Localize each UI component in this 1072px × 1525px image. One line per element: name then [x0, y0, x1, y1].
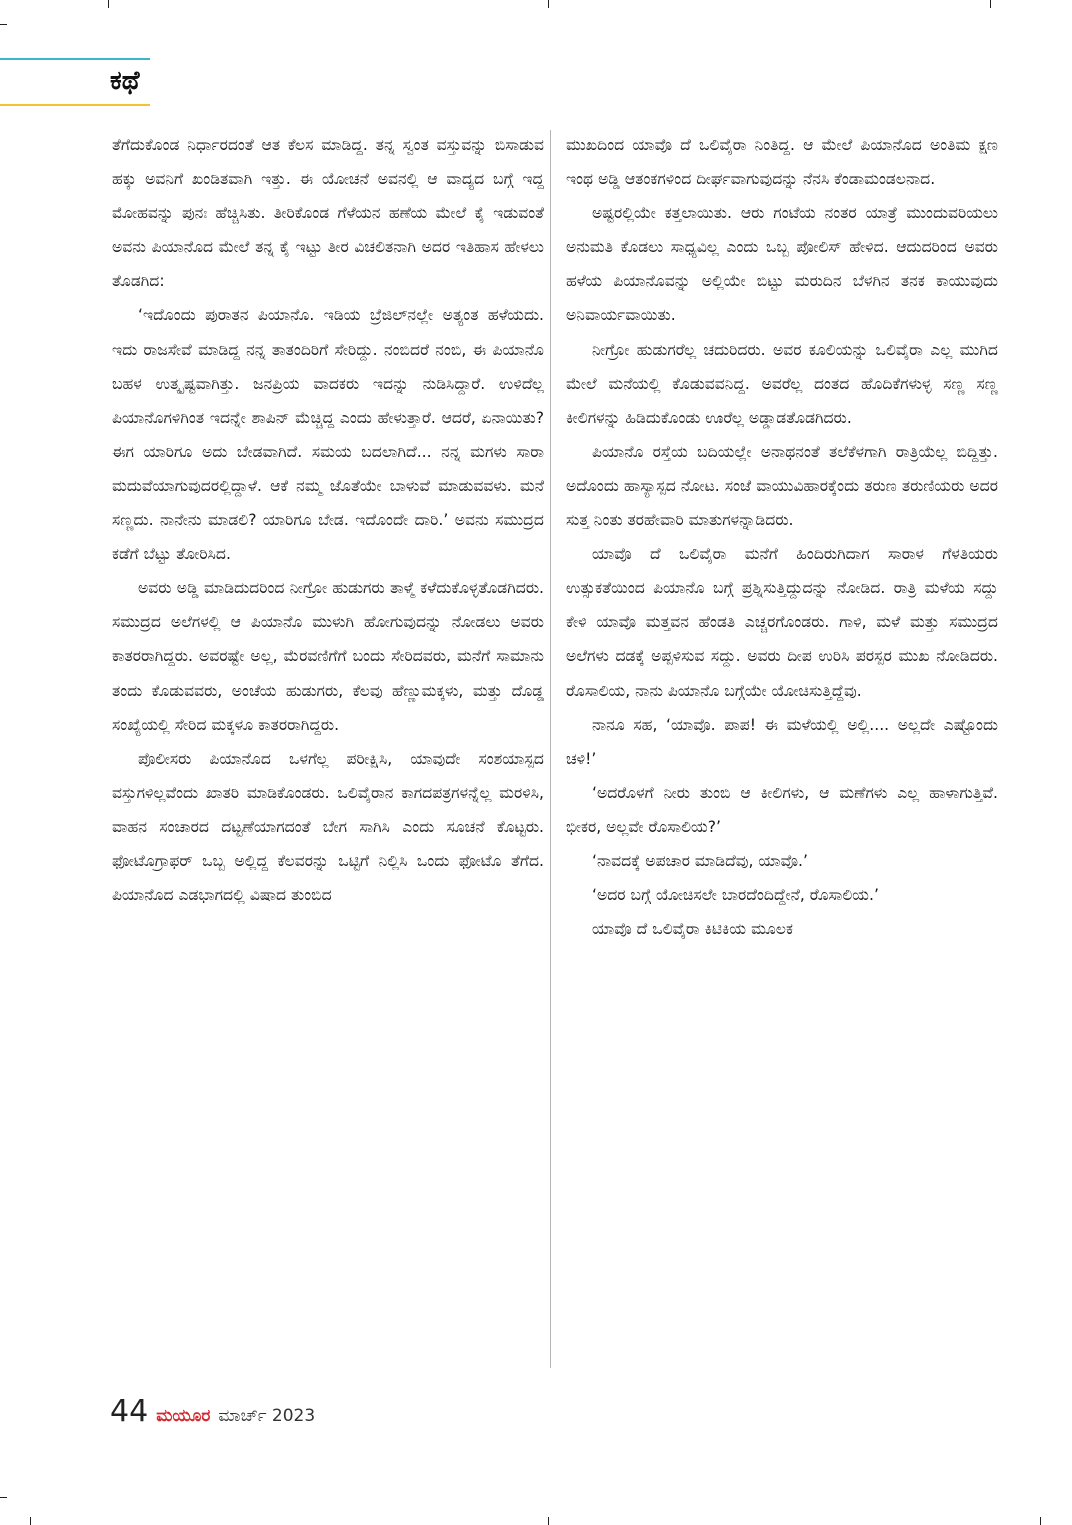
- paragraph: ‘ಅದರ ಬಗ್ಗೆ ಯೋಚಿಸಲೇ ಬಾರದೆಂದಿದ್ದೇನೆ, ರೊಸಾಲಿಯ.’: [592, 886, 879, 905]
- paragraph: ಪಿಯಾನೊ ರಸ್ತೆಯ ಬದಿಯಲ್ಲೇ ಅನಾಥನಂತೆ ತಲೆಕೆಳಗಾಗಿ ರಾತ್ರಿಯೆಲ್ಲ ಬಿದ್ದಿತ್ತು. ಅದೊಂದು ಹಾಸ್ಯಾಸ್ಪದ ನೋಟ. ಸಂಜೆ ವಾಯುವಿಹಾರಕ್ಕೆಂದು ತರುಣ ತರುಣಿಯರು ಅದರ ಸುತ್ತ ನಿಂತು ತರಹೇವಾರಿ ಮಾತುಗಳನ್ನಾಡಿದರು.: [566, 442, 998, 530]
- header-accent-line-bottom: [0, 104, 150, 106]
- paragraph: ನಾನೂ ಸಹ, ‘ಯಾವೊ. ಪಾಪ! ಈ ಮಳೆಯಲ್ಲಿ ಅಲ್ಲಿ.... ಅಲ್ಲದೇ ಎಷ್ಟೊಂದು ಚಳಿ!’: [566, 715, 998, 768]
- paragraph: ಯಾವೊ ದೆ ಒಲಿವೈರಾ ಕಿಟಿಕಿಯ ಮೂಲಕ: [592, 920, 793, 939]
- text-column-right: [566, 128, 998, 946]
- paragraph: ಪೊಲೀಸರು ಪಿಯಾನೊದ ಒಳಗೆಲ್ಲ ಪರೀಕ್ಷಿಸಿ, ಯಾವುದೇ ಸಂಶಯಾಸ್ಪದ ವಸ್ತುಗಳಿಲ್ಲವೆಂದು ಖಾತರಿ ಮಾಡಿಕೊಂಡರು. ಒಲಿವೈರಾನ ಕಾಗದಪತ್ರಗಳನ್ನೆಲ್ಲ ಮರಳಿಸಿ, ವಾಹನ ಸಂಚಾರದ ದಟ್ಟಣೆಯಾಗದಂತೆ ಬೇಗ ಸಾಗಿಸಿ ಎಂದು ಸೂಚನೆ ಕೊಟ್ಟರು. ಫೋಟೊಗ್ರಾಫರ್ ಒಬ್ಬ ಅಲ್ಲಿದ್ದ ಕೆಲವರನ್ನು ಒಟ್ಟಿಗೆ ನಿಲ್ಲಿಸಿ ಒಂದು ಫೋಟೊ ತೆಗೆದ. ಪಿಯಾನೊದ ಎಡಭಾಗದಲ್ಲಿ ವಿಷಾದ ತುಂಬಿದ: [112, 749, 544, 905]
- magazine-name: ಮಯೂರ: [156, 1406, 211, 1426]
- crop-mark: [548, 1517, 549, 1525]
- header-accent-line-top: [0, 58, 150, 60]
- paragraph: ತೆಗೆದುಕೊಂಡ ನಿರ್ಧಾರದಂತೆ ಆತ ಕೆಲಸ ಮಾಡಿದ್ದ. ತನ್ನ ಸ್ವಂತ ವಸ್ತುವನ್ನು ಬಿಸಾಡುವ ಹಕ್ಕು ಅವನಿಗೆ ಖಂಡಿತವಾಗಿ ಇತ್ತು. ಈ ಯೋಚನೆ ಅವನಲ್ಲಿ ಆ ವಾದ್ಯದ ಬಗ್ಗೆ ಇದ್ದ ಮೋಹವನ್ನು ಪುನಃ ಹೆಚ್ಚಿಸಿತು. ತೀರಿಕೊಂಡ ಗೆಳೆಯನ ಹಣೆಯ ಮೇಲೆ ಕೈ ಇಡುವಂತೆ ಅವನು ಪಿಯಾನೊದ ಮೇಲೆ ತನ್ನ ಕೈ ಇಟ್ಟು ತೀರ ವಿಚಲಿತನಾಗಿ ಅದರ ಇತಿಹಾಸ ಹೇಳಲು ತೊಡಗಿದ:: [112, 136, 544, 291]
- section-label: ಕಥೆ: [110, 66, 140, 96]
- page-number: 44: [110, 1394, 149, 1429]
- crop-mark: [30, 1517, 31, 1525]
- paragraph: ಯಾವೊ ದೆ ಒಲಿವೈರಾ ಮನೆಗೆ ಹಿಂದಿರುಗಿದಾಗ ಸಾರಾಳ ಗೆಳತಿಯರು ಉತ್ಸುಕತೆಯಿಂದ ಪಿಯಾನೊ ಬಗ್ಗೆ ಪ್ರಶ್ನಿಸುತ್ತಿದ್ದುದನ್ನು ನೋಡಿದ. ರಾತ್ರಿ ಮಳೆಯ ಸದ್ದು ಕೇಳಿ ಯಾವೊ ಮತ್ತವನ ಹೆಂಡತಿ ಎಚ್ಚರಗೊಂಡರು. ಗಾಳಿ, ಮಳೆ ಮತ್ತು ಸಮುದ್ರದ ಅಲೆಗಳು ದಡಕ್ಕೆ ಅಪ್ಪಳಿಸುವ ಸದ್ದು. ಅವರು ದೀಪ ಉರಿಸಿ ಪರಸ್ಪರ ಮುಖ ನೋಡಿದರು. ರೊಸಾಲಿಯ, ನಾನು ಪಿಯಾನೊ ಬಗ್ಗೆಯೇ ಯೋಚಿಸುತ್ತಿದ್ದೆವು.: [566, 545, 998, 700]
- crop-mark: [0, 24, 7, 25]
- text-column-left: [112, 128, 544, 912]
- crop-mark: [1040, 1517, 1041, 1525]
- crop-mark: [108, 0, 109, 8]
- issue-date: ಮಾರ್ಚ್ 2023: [218, 1406, 316, 1426]
- paragraph: ಅಷ್ಟರಲ್ಲಿಯೇ ಕತ್ತಲಾಯಿತು. ಆರು ಗಂಟೆಯ ನಂತರ ಯಾತ್ರೆ ಮುಂದುವರಿಯಲು ಅನುಮತಿ ಕೊಡಲು ಸಾಧ್ಯವಿಲ್ಲ ಎಂದು ಒಬ್ಬ ಪೋಲಿಸ್ ಹೇಳಿದ. ಆದುದರಿಂದ ಅವರು ಹಳೆಯ ಪಿಯಾನೊವನ್ನು ಅಲ್ಲಿಯೇ ಬಿಟ್ಟು ಮರುದಿನ ಬೆಳಗಿನ ತನಕ ಕಾಯುವುದು ಅನಿವಾರ್ಯವಾಯಿತು.: [566, 204, 998, 325]
- crop-mark: [548, 0, 549, 8]
- crop-mark: [0, 1497, 7, 1498]
- paragraph: ‘ನಾವದಕ್ಕೆ ಅಪಚಾರ ಮಾಡಿದೆವು, ಯಾವೊ.’: [592, 851, 808, 870]
- paragraph: ‘ಅದರೊಳಗೆ ನೀರು ತುಂಬಿ ಆ ಕೀಲಿಗಳು, ಆ ಮಣೆಗಳು ಎಲ್ಲ ಹಾಳಾಗುತ್ತಿವೆ. ಭೀಕರ, ಅಲ್ಲವೇ ರೊಸಾಲಿಯ?’: [566, 783, 998, 836]
- crop-mark: [990, 0, 991, 8]
- paragraph: ‘ಇದೊಂದು ಪುರಾತನ ಪಿಯಾನೊ. ಇಡಿಯ ಬ್ರೆಜಿಲ್‌ನಲ್ಲೇ ಅತ್ಯಂತ ಹಳೆಯದು. ಇದು ರಾಜಸೇವೆ ಮಾಡಿದ್ದ ನನ್ನ ತಾತಂದಿರಿಗೆ ಸೇರಿದ್ದು. ನಂಬಿದರೆ ನಂಬಿ, ಈ ಪಿಯಾನೊ ಬಹಳ ಉತ್ಕೃಷ್ಟವಾಗಿತ್ತು. ಜನಪ್ರಿಯ ವಾದಕರು ಇದನ್ನು ನುಡಿಸಿದ್ದಾರೆ. ಉಳಿದೆಲ್ಲ ಪಿಯಾನೊಗಳಿಗಿಂತ ಇದನ್ನೇ ಶಾಪಿನ್ ಮೆಚ್ಚಿದ್ದ ಎಂದು ಹೇಳುತ್ತಾರೆ. ಆದರೆ, ಏನಾಯಿತು? ಈಗ ಯಾರಿಗೂ ಅದು ಬೇಡವಾಗಿದೆ. ಸಮಯ ಬದಲಾಗಿದೆ... ನನ್ನ ಮಗಳು ಸಾರಾ ಮದುವೆಯಾಗುವುದರಲ್ಲಿದ್ದಾಳೆ. ಆಕೆ ನಮ್ಮ ಜೊತೆಯೇ ಬಾಳುವೆ ಮಾಡುವವಳು. ಮನೆ ಸಣ್ಣದು. ನಾನೇನು ಮಾಡಲಿ? ಯಾರಿಗೂ ಬೇಡ. ಇದೊಂದೇ ದಾರಿ.’ ಅವನು ಸಮುದ್ರದ ಕಡೆಗೆ ಬೆಟ್ಟು ತೋರಿಸಿದ.: [112, 306, 544, 564]
- paragraph: ಮುಖದಿಂದ ಯಾವೊ ದೆ ಒಲಿವೈರಾ ನಿಂತಿದ್ದ. ಆ ಮೇಲೆ ಪಿಯಾನೊದ ಅಂತಿಮ ಕ್ಷಣ ಇಂಥ ಅಡ್ಡಿ ಆತಂಕಗಳಿಂದ ದೀರ್ಘವಾಗುವುದನ್ನು ನೆನಸಿ ಕೆಂಡಾಮಂಡಲನಾದ.: [566, 136, 998, 189]
- paragraph: ಅವರು ಅಡ್ಡಿ ಮಾಡಿದುದರಿಂದ ನೀಗ್ರೋ ಹುಡುಗರು ತಾಳ್ಮೆ ಕಳೆದುಕೊಳ್ಳತೊಡಗಿದರು. ಸಮುದ್ರದ ಅಲೆಗಳಲ್ಲಿ ಆ ಪಿಯಾನೊ ಮುಳುಗಿ ಹೋಗುವುದನ್ನು ನೋಡಲು ಅವರು ಕಾತರರಾಗಿದ್ದರು. ಅವರಷ್ಟೇ ಅಲ್ಲ, ಮೆರವಣಿಗೆಗೆ ಬಂದು ಸೇರಿದವರು, ಮನೆಗೆ ಸಾಮಾನು ತಂದು ಕೊಡುವವರು, ಅಂಚೆಯ ಹುಡುಗರು, ಕೆಲವು ಹೆಣ್ಣುಮಕ್ಕಳು, ಮತ್ತು ದೊಡ್ಡ ಸಂಖ್ಯೆಯಲ್ಲಿ ಸೇರಿದ ಮಕ್ಕಳೂ ಕಾತರರಾಗಿದ್ದರು.: [112, 579, 544, 734]
- paragraph: ನೀಗ್ರೋ ಹುಡುಗರೆಲ್ಲ ಚದುರಿದರು. ಅವರ ಕೂಲಿಯನ್ನು ಒಲಿವೈರಾ ಎಲ್ಲ ಮುಗಿದ ಮೇಲೆ ಮನೆಯಲ್ಲಿ ಕೊಡುವವನಿದ್ದ. ಅವರೆಲ್ಲ ದಂತದ ಹೊದಿಕೆಗಳುಳ್ಳ ಸಣ್ಣ ಸಣ್ಣ ಕೀಲಿಗಳನ್ನು ಹಿಡಿದುಕೊಂಡು ಊರೆಲ್ಲ ಅಡ್ಡಾಡತೊಡಗಿದರು.: [566, 340, 998, 427]
- column-divider: [550, 130, 551, 1368]
- page-footer: [110, 1394, 315, 1429]
